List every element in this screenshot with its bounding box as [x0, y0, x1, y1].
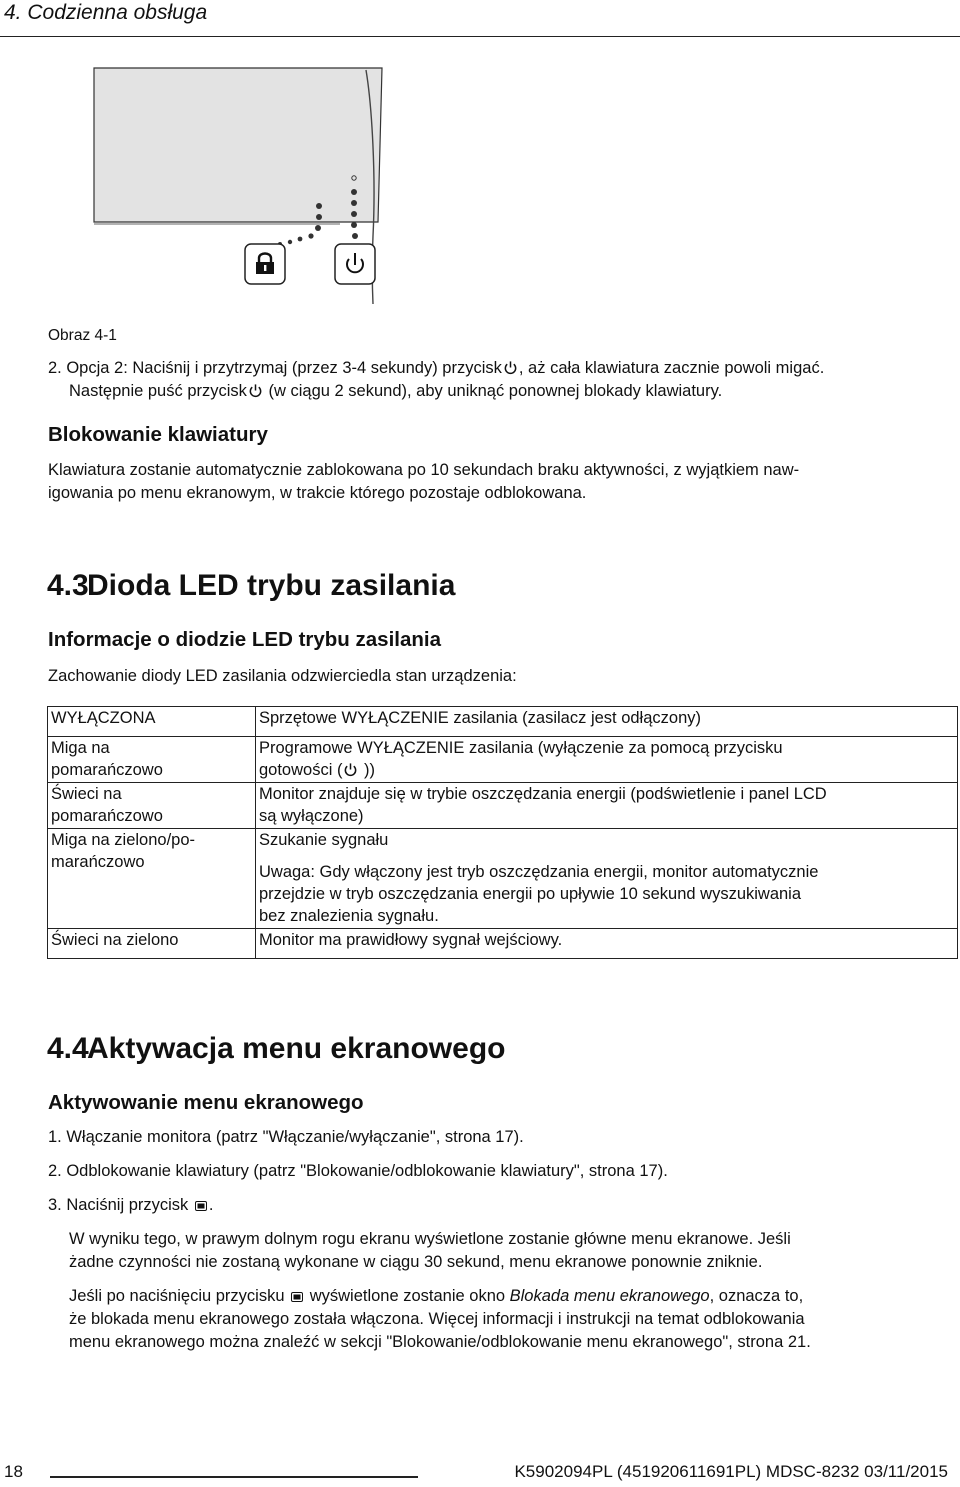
- section-44-title: Aktywacja menu ekranowego: [87, 1032, 506, 1065]
- led-desc-cell: Monitor ma prawidłowy sygnał wejściowy.: [256, 929, 958, 959]
- led-state-cell: Miga na zielono/po- marańczowo: [48, 829, 256, 929]
- option2-line2: Następnie puść przycisk (w ciągu 2 sekund), aby uniknąć ponownej blokady klawiatury.: [69, 382, 723, 400]
- chapter-header: 4. Codzienna obsługa: [4, 1, 208, 24]
- table-row: [48, 829, 958, 929]
- led-desc-cell: Monitor znajduje się w trybie oszczędzania energii (podświetlenie i panel LCD są wyłączone): [256, 783, 958, 829]
- section-43-number: 4.3: [47, 569, 89, 602]
- para2-line3: menu ekranowego można znaleźć w sekcji "Blokowanie/odblokowanie menu ekranowego", strona 21.: [69, 1333, 811, 1351]
- menu-button-icon: [291, 1292, 303, 1302]
- led-state-cell: Miga na pomarańczowo: [48, 737, 256, 783]
- header-rule: [0, 36, 960, 37]
- led-desc-cell: Sprzętowe WYŁĄCZENIE zasilania (zasilacz jest odłączony): [256, 707, 958, 737]
- document-code: K5902094PL (451920611691PL) MDSC-8232 03/11/2015: [514, 1462, 948, 1481]
- power-icon: [248, 383, 263, 398]
- section-44-subtitle: Aktywowanie menu ekranowego: [48, 1091, 364, 1114]
- table-row: [48, 929, 958, 959]
- step-3: 3. Naciśnij przycisk .: [48, 1196, 214, 1214]
- keyboard-lock-line2: igowania po menu ekranowym, w trakcie którego pozostaje odblokowana.: [48, 484, 587, 502]
- section-44-number: 4.4: [47, 1032, 89, 1065]
- option2-line1: 2. Opcja 2: Naciśnij i przytrzymaj (przez 3-4 sekundy) przycisk , aż cała klawiatura zacznie powoli migać.: [48, 359, 825, 377]
- page-number: 18: [4, 1462, 23, 1481]
- power-icon: [343, 762, 358, 777]
- keyboard-lock-line1: Klawiatura zostanie automatycznie zablokowana po 10 sekundach braku aktywności, z wyjątkiem naw-: [48, 461, 800, 479]
- figure-caption: Obraz 4-1: [48, 327, 117, 344]
- para1-line2: żadne czynności nie zostaną wykonane w ciągu 30 sekund, menu ekranowe ponownie zniknie.: [69, 1253, 763, 1271]
- step-1: 1. Włączanie monitora (patrz "Włączanie/wyłączanie", strona 17).: [48, 1128, 524, 1146]
- section-43-title: Dioda LED trybu zasilania: [87, 569, 456, 602]
- led-state-cell: Świeci na zielono: [48, 929, 256, 959]
- step-2: 2. Odblokowanie klawiatury (patrz "Blokowanie/odblokowanie klawiatury", strona 17).: [48, 1162, 668, 1180]
- menu-button-icon: [195, 1201, 207, 1211]
- led-state-cell: WYŁĄCZONA: [48, 707, 256, 737]
- led-state-cell: Świeci na pomarańczowo: [48, 783, 256, 829]
- section-43-subtitle: Informacje o diodzie LED trybu zasilania: [48, 628, 441, 651]
- power-icon: [503, 360, 518, 375]
- table-row: [48, 783, 958, 829]
- led-desc-cell: Szukanie sygnału Uwaga: Gdy włączony jest tryb oszczędzania energii, monitor automatycznie przejdzie w tryb oszczędzania energii po upływie 10 sekund wyszukiwania bez znalezienia sygnału.: [256, 829, 958, 929]
- led-desc-cell: Programowe WYŁĄCZENIE zasilania (wyłączenie za pomocą przycisku gotowości ( )): [256, 737, 958, 783]
- keyboard-lock-heading: Blokowanie klawiatury: [48, 423, 268, 446]
- para2-line1: Jeśli po naciśnięciu przycisku wyświetlone zostanie okno Blokada menu ekranowego, oznacza to,: [69, 1287, 804, 1305]
- footer-rule: [50, 1476, 418, 1478]
- table-row: [48, 707, 958, 737]
- para2-line2: że blokada menu ekranowego została włączona. Więcej informacji i instrukcji na temat odblokowania: [69, 1310, 805, 1328]
- monitor-figure: [90, 66, 390, 306]
- section-43-intro: Zachowanie diody LED zasilania odzwierciedla stan urządzenia:: [48, 667, 517, 685]
- para1-line1: W wyniku tego, w prawym dolnym rogu ekranu wyświetlone zostanie główne menu ekranowe. Jeśli: [69, 1230, 791, 1248]
- led-status-table: [47, 706, 958, 959]
- table-row: [48, 737, 958, 783]
